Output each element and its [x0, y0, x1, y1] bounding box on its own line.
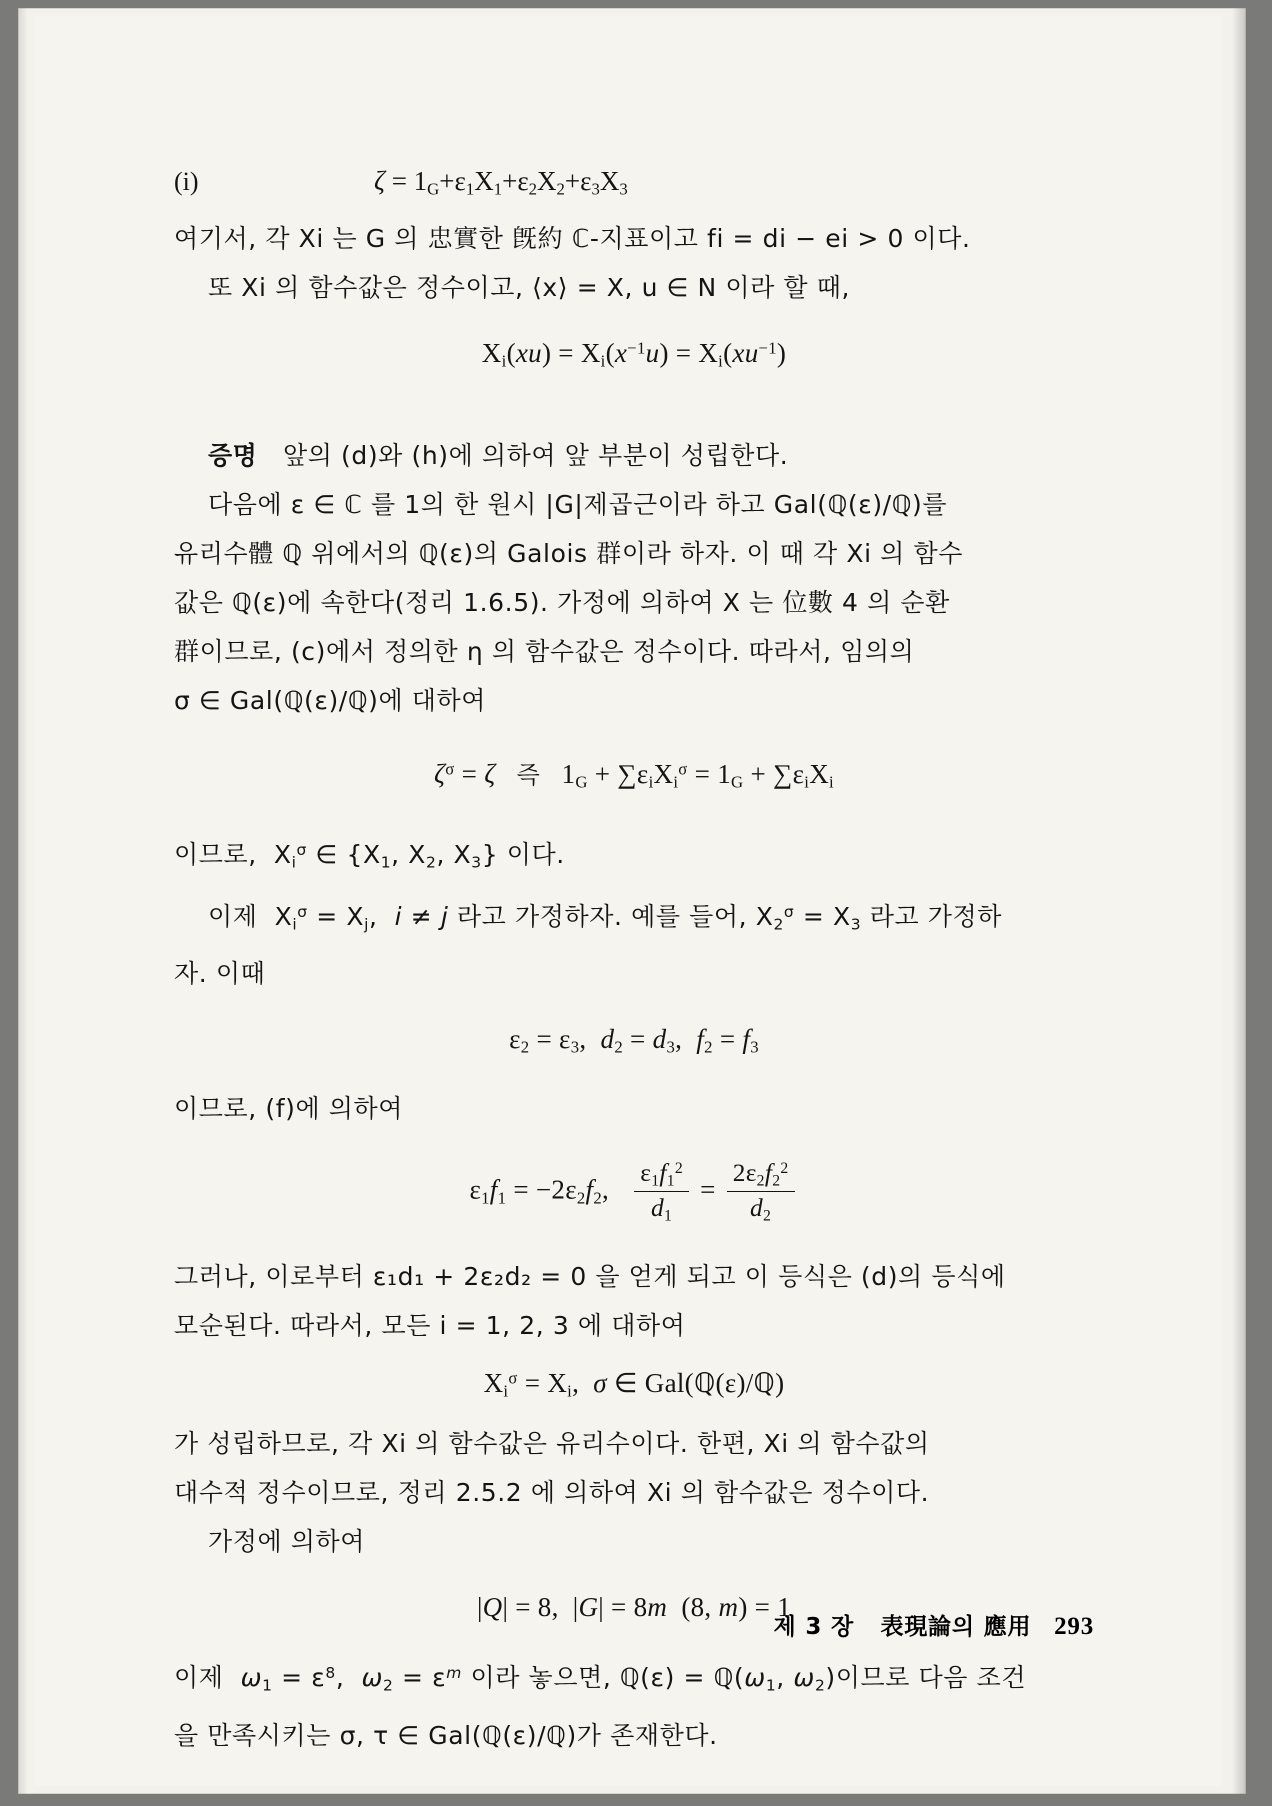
display-equation-chi-sigma-eq: $X_i^\sigma = X_i$, σ ∈ Gal(ℚ(ε)/ℚ) — [483, 1367, 785, 1401]
display-equation-eps-f-relation: $\varepsilon_1f_1 = -2\varepsilon_2f_2$, $\frac{\varepsilon_1f_1^2}{d_1}$ = $\frac{2\varepsilon_2f_2^2}{d_2}$ — [174, 1159, 1094, 1226]
footer-title: 表現論의 應用 — [880, 1614, 1032, 1640]
display-equation-zeta-sigma: $\zeta^\sigma = \zeta$ 즉 $1_G + \sum\varepsilon_iX_i^\sigma = 1_G + \sum\varepsilon_iX_i$ — [434, 759, 834, 793]
paragraph-2-line-2: 유리수體 ℚ 위에서의 ℚ(ε)의 Galois 群이라 하자. 이 때 각 Xi 의 함수 — [174, 539, 963, 569]
paragraph-7-line-1: 이제 $\omega_1 = \varepsilon^8$, $\omega_2 = \varepsilon^m$ 이라 놓으면, ℚ(ε) = $ℚ(\omega_1$, $\omega_2$)이므로 다음 조건 — [174, 1663, 1027, 1695]
paragraph-3-line-1: 이므로, $X_i^\sigma$ ∈ {$X_1$, $X_2$, $X_3$} 이다. — [174, 840, 565, 872]
paragraph-2-line-1: 다음에 ε ∈ ℂ 를 1의 한 원시 |G|제곱근이라 하고 Gal(ℚ(ε)/ℚ)를 — [208, 490, 948, 520]
book-page — [18, 8, 1246, 1794]
paragraph-6-line-2: 대수적 정수이므로, 정리 2.5.2 에 의하여 Xi 의 함수값은 정수이다. — [174, 1478, 930, 1508]
page-content — [174, 166, 1094, 1760]
paragraph-6-line-3: 가정에 의하여 — [208, 1527, 366, 1557]
paragraph-3-line-3: 자. 이때 — [174, 959, 266, 989]
display-equation-chi-relation: $X_i(xu) = X_i(x^{-1}u) = X_i(xu^{-1})$ — [481, 337, 787, 371]
display-equation-orders: |Q| = 8, |G| = 8m (8, m) = 1 — [476, 1592, 792, 1623]
spacer — [174, 397, 1094, 431]
paragraph-5-line-2: 모순된다. 따라서, 모든 i = 1, 2, 3 에 대하여 — [174, 1310, 686, 1340]
display-equation-eps-equalities: $\varepsilon_2 = \varepsilon_3$, $d_2 = d_3$, $f_2 = f_3$ — [509, 1024, 759, 1057]
paragraph-2-line-4: 群이므로, (c)에서 정의한 η 의 함수값은 정수이다. 따라서, 임의의 — [174, 637, 915, 667]
paragraph-2-line-5: σ ∈ Gal(ℚ(ε)/ℚ)에 대하여 — [174, 686, 487, 716]
page-footer — [174, 1608, 1094, 1641]
paragraph-7-line-2: 을 만족시키는 σ, τ ∈ Gal(ℚ(ε)/ℚ)가 존재한다. — [174, 1720, 718, 1750]
display-equation-i — [174, 166, 1094, 200]
paragraph-3-line-2: 이제 $X_i^\sigma = X_j$, i ≠ j 라고 가정하자. 예를 들어, $X_2^\sigma = X_3$ 라고 가정하 — [208, 901, 1003, 934]
footer-chapter: 제 3 장 — [773, 1614, 855, 1640]
paragraph-2-line-3: 값은 ℚ(ε)에 속한다(정리 1.6.5). 가정에 의하여 X 는 位數 4 의 순환 — [174, 588, 950, 618]
equation-label-i: (i) — [174, 167, 199, 196]
spacer — [174, 200, 1094, 214]
paragraph-5-line-1: 그러나, 이로부터 ε₁d₁ + 2ε₂d₂ = 0 을 얻게 되고 이 등식은 (d)의 등식에 — [174, 1261, 1006, 1291]
paper-surface — [34, 16, 1222, 1786]
paragraph-6-line-1: 가 성립하므로, 각 Xi 의 함수값은 유리수이다. 한편, Xi 의 함수값의 — [174, 1429, 930, 1459]
fraction-right: $\frac{2\varepsilon_2f_2^2}{d_2}$ — [727, 1159, 795, 1226]
paragraph-4-line-1: 이므로, (f)에 의하여 — [174, 1093, 403, 1123]
fraction-left: $\frac{\varepsilon_1f_1^2}{d_1}$ — [634, 1159, 689, 1226]
equation-i-body: $\zeta = 1_G+\varepsilon_1X_1+\varepsilon_2X_2+\varepsilon_3X_3$ — [374, 166, 628, 199]
proof-first-line: 앞의 (d)와 (h)에 의하여 앞 부분이 성립한다. — [282, 441, 789, 471]
paragraph-1-line-1: 여기서, 각 Xi 는 G 의 忠實한 旣約 ℂ-지표이고 fi = di − ei > 0 이다. — [174, 223, 971, 253]
proof-label: 증명 — [208, 441, 258, 471]
proof-paragraph — [174, 431, 1094, 480]
page-number: 293 — [1054, 1613, 1094, 1640]
paragraph-1-line-2: 또 Xi 의 함수값은 정수이고, ⟨x⟩ = X, u ∈ N 이라 할 때, — [208, 272, 851, 302]
